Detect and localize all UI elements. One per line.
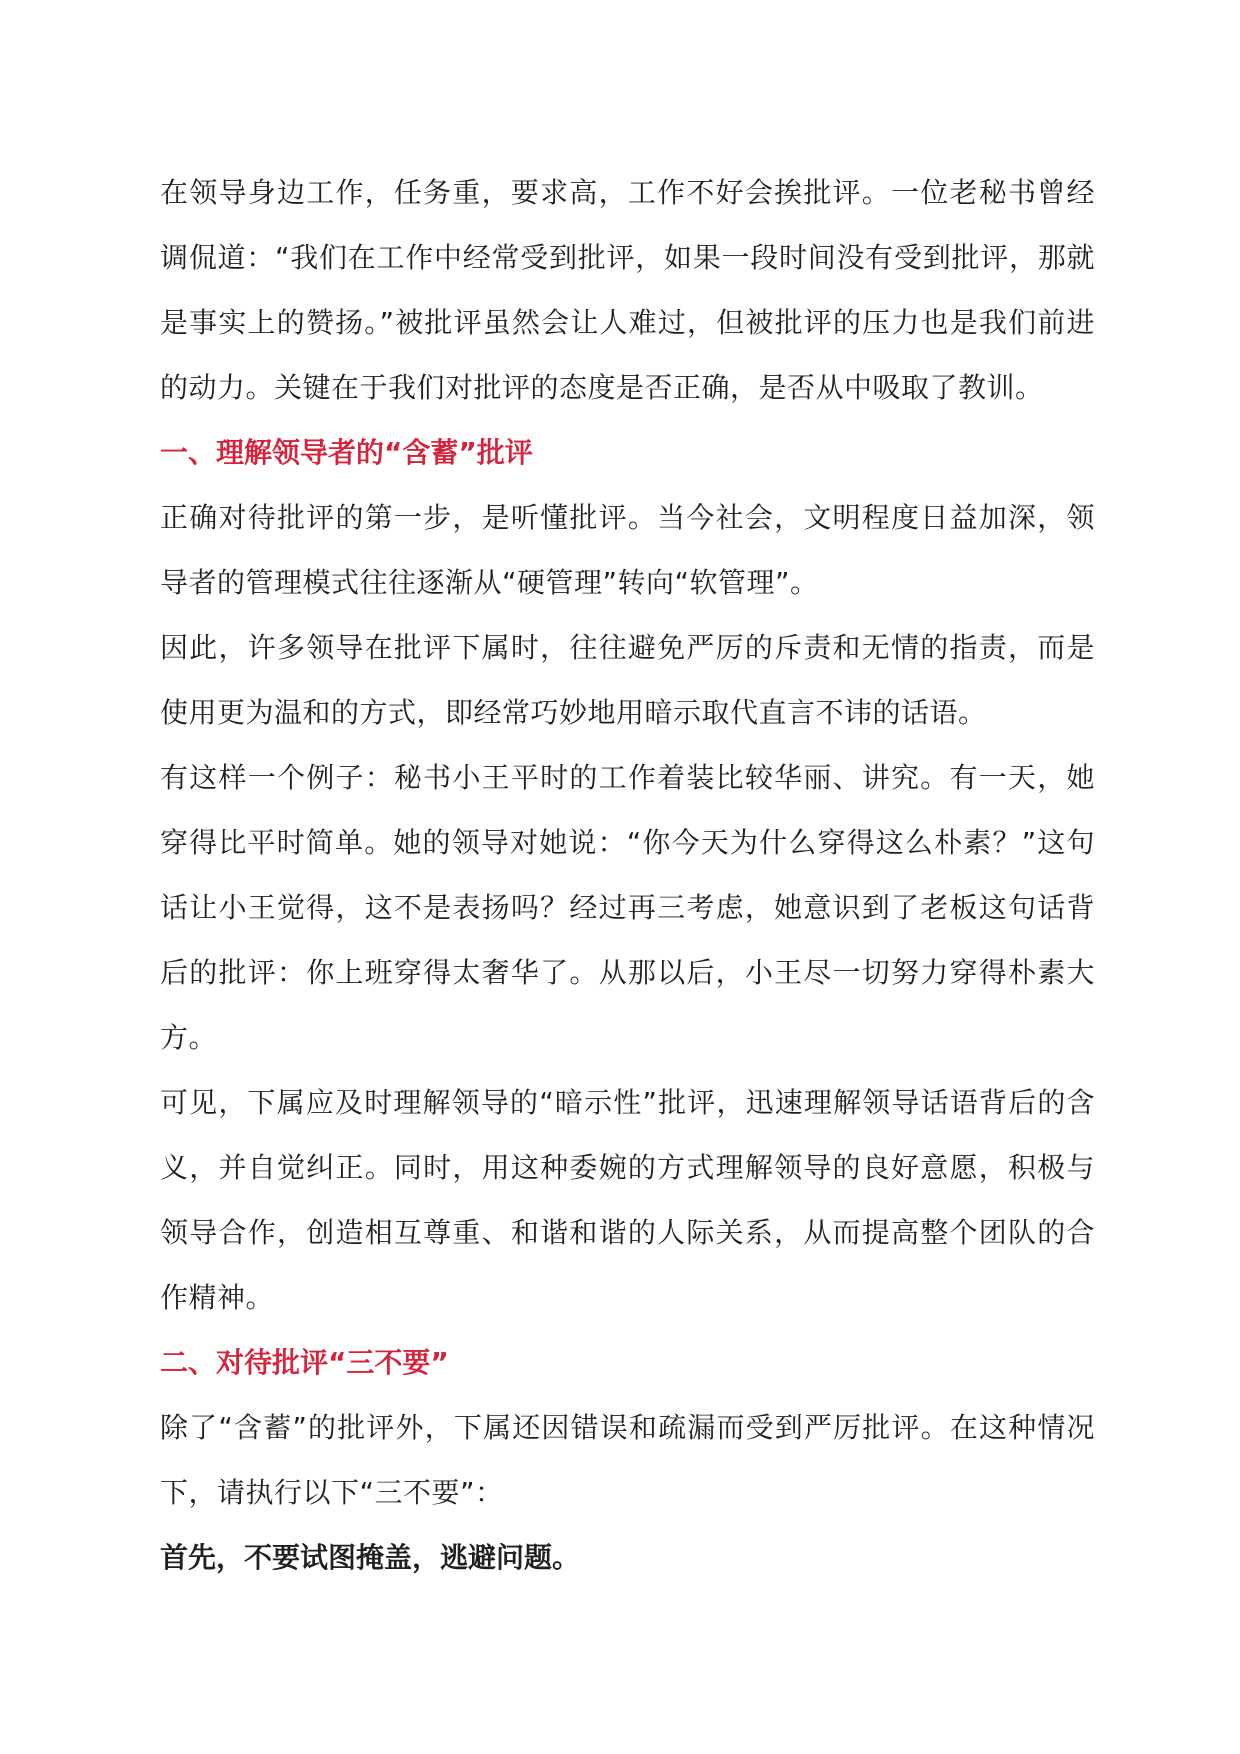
section-heading-1: 一、理解领导者的“含蓄”批评 [160, 436, 533, 469]
bold-point: 首先，不要试图掩盖，逃避问题。 [160, 1541, 581, 1574]
section-heading-2: 二、对待批评“三不要” [160, 1346, 449, 1379]
paragraph: 正确对待批评的第一步，是听懂批评。当今社会，文明程度日益加深，领导者的管理模式往往逐渐从“硬管理”转向“软管理”。 [160, 501, 1095, 599]
document-page [160, 160, 1095, 1590]
paragraph: 可见，下属应及时理解领导的“暗示性”批评，迅速理解领导话语背后的含义，并自觉纠正。同时，用这种委婉的方式理解领导的良好意愿，积极与领导合作，创造相互尊重、和谐和谐的人际关系，从而提高整个团队的合作精神。 [160, 1086, 1095, 1314]
paragraph: 因此，许多领导在批评下属时，往往避免严厉的斥责和无情的指责，而是使用更为温和的方式，即经常巧妙地用暗示取代直言不讳的话语。 [160, 631, 1095, 729]
paragraph: 有这样一个例子：秘书小王平时的工作着装比较华丽、讲究。有一天，她穿得比平时简单。她的领导对她说：“你今天为什么穿得这么朴素？”这句话让小王觉得，这不是表扬吗？经过再三考虑，她意识到了老板这句话背后的批评：你上班穿得太奢华了。从那以后，小王尽一切努力穿得朴素大方。 [160, 761, 1095, 1054]
intro-paragraph: 在领导身边工作，任务重，要求高，工作不好会挨批评。一位老秘书曾经调侃道：“我们在工作中经常受到批评，如果一段时间没有受到批评，那就是事实上的赞扬。”被批评虽然会让人难过，但被批评的压力也是我们前进的动力。关键在于我们对批评的态度是否正确，是否从中吸取了教训。 [160, 176, 1095, 404]
paragraph: 除了“含蓄”的批评外，下属还因错误和疏漏而受到严厉批评。在这种情况下，请执行以下“三不要”： [160, 1411, 1095, 1509]
